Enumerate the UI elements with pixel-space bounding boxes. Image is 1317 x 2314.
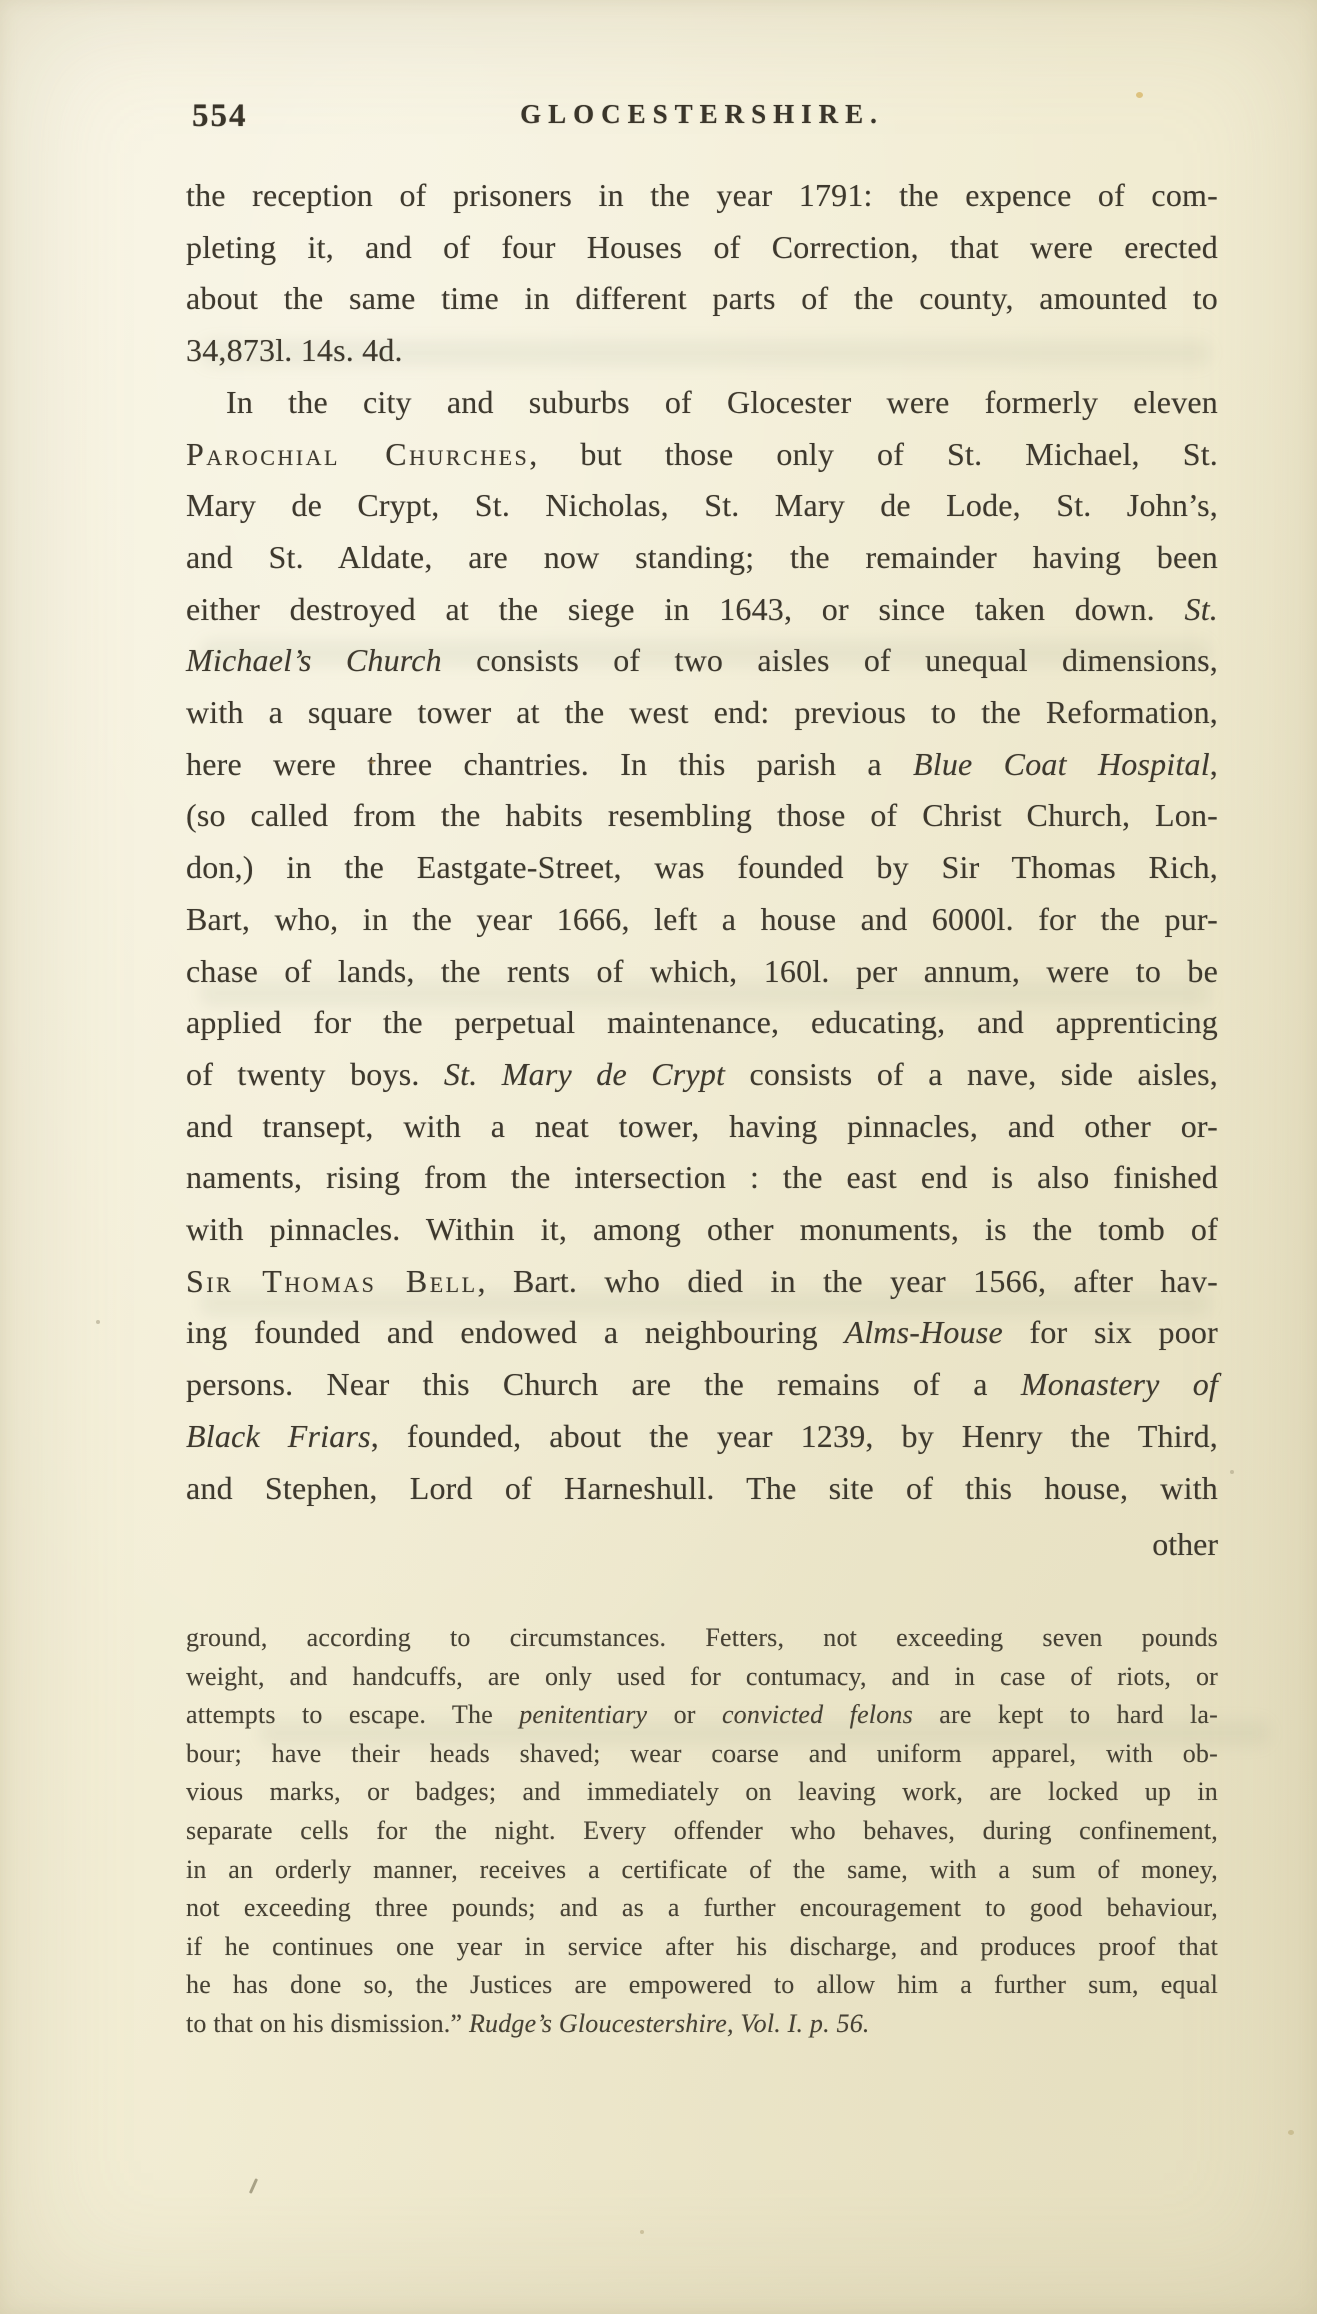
body-text: , founded, about the year 1239, by Henry the Third, bbox=[370, 1417, 1218, 1454]
text-line bbox=[186, 894, 1218, 946]
body-text: ing founded and endowed a neighbouring bbox=[186, 1314, 845, 1351]
body-text: chase of lands, the rents of which, 160l. per annum, were to be bbox=[186, 952, 1218, 989]
body-text: in an orderly manner, receives a certificate of the same, with a sum of money, bbox=[186, 1854, 1218, 1884]
body-text: of twenty boys. bbox=[186, 1055, 444, 1092]
text-line bbox=[186, 1463, 1218, 1515]
italic-text: penitentiary bbox=[519, 1700, 648, 1730]
body-text: consists of two aisles of unequal dimensions, bbox=[441, 642, 1218, 679]
text-line bbox=[186, 1928, 1218, 1967]
text-line bbox=[186, 946, 1218, 998]
text-line bbox=[186, 1256, 1218, 1308]
italic-text: St. bbox=[1184, 590, 1218, 627]
small-caps-text: Parochial Churches bbox=[186, 435, 530, 472]
pen-mark bbox=[249, 2178, 258, 2194]
body-text: vious marks, or badges; and immediately on leaving work, are locked up in bbox=[186, 1777, 1218, 1807]
text-line bbox=[186, 1307, 1218, 1359]
text-line bbox=[186, 1658, 1218, 1697]
body-text: are kept to hard la- bbox=[912, 1700, 1218, 1730]
text-line bbox=[186, 1889, 1218, 1928]
catchword: other bbox=[1152, 1526, 1218, 1562]
footnote-block bbox=[186, 1619, 1218, 2044]
text-line bbox=[186, 1696, 1218, 1735]
body-text: he has done so, the Justices are empowered to allow him a further sum, equal bbox=[186, 1970, 1218, 2000]
text-line bbox=[186, 1619, 1218, 1658]
body-text: don,) in the Eastgate-Street, was founded by Sir Thomas Rich, bbox=[186, 849, 1218, 886]
paper-speck bbox=[96, 1320, 100, 1324]
body-text: with a square tower at the west end: previous to the Reformation, bbox=[186, 694, 1218, 731]
text-line bbox=[186, 1152, 1218, 1204]
text-line bbox=[186, 1359, 1218, 1411]
body-text: applied for the perpetual maintenance, educating, and apprenticing bbox=[186, 1004, 1218, 1041]
body-text: Mary de Crypt, St. Nicholas, St. Mary de Lode, St. John’s, bbox=[186, 487, 1218, 524]
text-line bbox=[186, 2005, 1218, 2044]
text-line bbox=[186, 584, 1218, 636]
text-line bbox=[186, 1966, 1218, 2005]
italic-text: Michael’s Church bbox=[186, 642, 442, 679]
text-line bbox=[186, 222, 1218, 274]
body-text: separate cells for the night. Every offender who behaves, during confinement, bbox=[186, 1815, 1218, 1845]
body-text: naments, rising from the intersection : the east end is also finished bbox=[186, 1159, 1218, 1196]
body-text: either destroyed at the siege in 1643, or since taken down. bbox=[186, 590, 1185, 627]
body-text: about the same time in different parts of the county, amounted to bbox=[186, 280, 1218, 317]
text-line bbox=[186, 1101, 1218, 1153]
body-text: if he continues one year in service after his discharge, and produces proof that bbox=[186, 1931, 1218, 1961]
italic-text: Monastery of bbox=[1020, 1366, 1219, 1403]
italic-text: Alms-House bbox=[844, 1314, 1003, 1351]
small-caps-text: Sir Thomas Bell bbox=[186, 1262, 478, 1299]
body-text: with pinnacles. Within it, among other monuments, is the tomb of bbox=[186, 1211, 1218, 1248]
body-text: (so called from the habits resembling those of Christ Church, Lon- bbox=[186, 797, 1218, 834]
italic-text: Rudge’s Gloucestershire, Vol. I. p. 56. bbox=[468, 2008, 870, 2038]
page-number: 554 bbox=[192, 98, 248, 134]
text-line bbox=[186, 1735, 1218, 1774]
text-line bbox=[186, 997, 1218, 1049]
body-text: consists of a nave, side aisles, bbox=[725, 1055, 1219, 1092]
body-text: or bbox=[647, 1700, 722, 1730]
text-line bbox=[186, 273, 1218, 325]
body-text: , Bart. who died in the year 1566, after hav- bbox=[477, 1262, 1218, 1299]
text-line bbox=[186, 1049, 1218, 1101]
body-text: and St. Aldate, are now standing; the remainder having been bbox=[186, 538, 1218, 575]
body-text: Bart, who, in the year 1666, left a house and 6000l. for the pur- bbox=[186, 900, 1218, 937]
body-text: weight, and handcuffs, are only used for contumacy, and in case of riots, or bbox=[186, 1661, 1218, 1691]
text-line bbox=[186, 635, 1218, 687]
text-line bbox=[186, 1411, 1218, 1463]
body-text: 34,873l. 14s. 4d. bbox=[186, 332, 403, 369]
text-line bbox=[186, 842, 1218, 894]
running-title: GLOCESTERSHIRE. bbox=[520, 99, 884, 129]
text-line bbox=[186, 739, 1218, 791]
paper-speck bbox=[640, 2230, 644, 2234]
body-text: pleting it, and of four Houses of Correction, that were erected bbox=[186, 228, 1218, 265]
body-text: persons. Near this Church are the remains of a bbox=[186, 1366, 1021, 1403]
body-text: bour; have their heads shaved; wear coarse and uniform apparel, with ob- bbox=[186, 1738, 1218, 1768]
text-line bbox=[186, 1773, 1218, 1812]
catchword-row bbox=[186, 1526, 1218, 1563]
body-text: , but those only of St. Michael, St. bbox=[529, 435, 1218, 472]
paper-speck bbox=[1230, 1470, 1234, 1474]
body-text: the reception of prisoners in the year 1791: the expence of com- bbox=[186, 177, 1218, 213]
italic-text: St. Mary de Crypt bbox=[443, 1055, 726, 1092]
text-line bbox=[186, 790, 1218, 842]
text-line bbox=[186, 377, 1218, 429]
body-text: In the city and suburbs of Glocester were formerly eleven bbox=[226, 383, 1218, 420]
text-line bbox=[186, 429, 1218, 481]
main-text-block bbox=[186, 170, 1218, 1514]
text-line bbox=[186, 1812, 1218, 1851]
text-line bbox=[186, 170, 1218, 222]
body-text: ground, according to circumstances. Fetters, not exceeding seven pounds bbox=[186, 1623, 1218, 1652]
italic-text: Black Friars bbox=[186, 1417, 371, 1454]
text-line bbox=[186, 1204, 1218, 1256]
text-line bbox=[186, 687, 1218, 739]
italic-text: Blue Coat Hospital bbox=[913, 745, 1210, 782]
body-text: and Stephen, Lord of Harneshull. The site of this house, with bbox=[186, 1469, 1218, 1506]
body-text: attempts to escape. The bbox=[186, 1700, 520, 1730]
text-line bbox=[186, 480, 1218, 532]
text-line bbox=[186, 1851, 1218, 1890]
body-text: here were three chantries. In this parish a bbox=[186, 745, 914, 782]
body-text: for six poor bbox=[1002, 1314, 1218, 1351]
paper-speck bbox=[1288, 2130, 1294, 2135]
paper-speck bbox=[1136, 92, 1143, 98]
body-text: and transept, with a neat tower, having pinnacles, and other or- bbox=[186, 1107, 1218, 1144]
italic-text: convicted felons bbox=[721, 1700, 913, 1730]
text-line bbox=[186, 325, 1218, 377]
body-text: to that on his dismission.” bbox=[186, 2008, 469, 2038]
body-text: , bbox=[1209, 745, 1218, 782]
body-text: not exceeding three pounds; and as a further encouragement to good behaviour, bbox=[186, 1893, 1218, 1923]
text-line bbox=[186, 532, 1218, 584]
